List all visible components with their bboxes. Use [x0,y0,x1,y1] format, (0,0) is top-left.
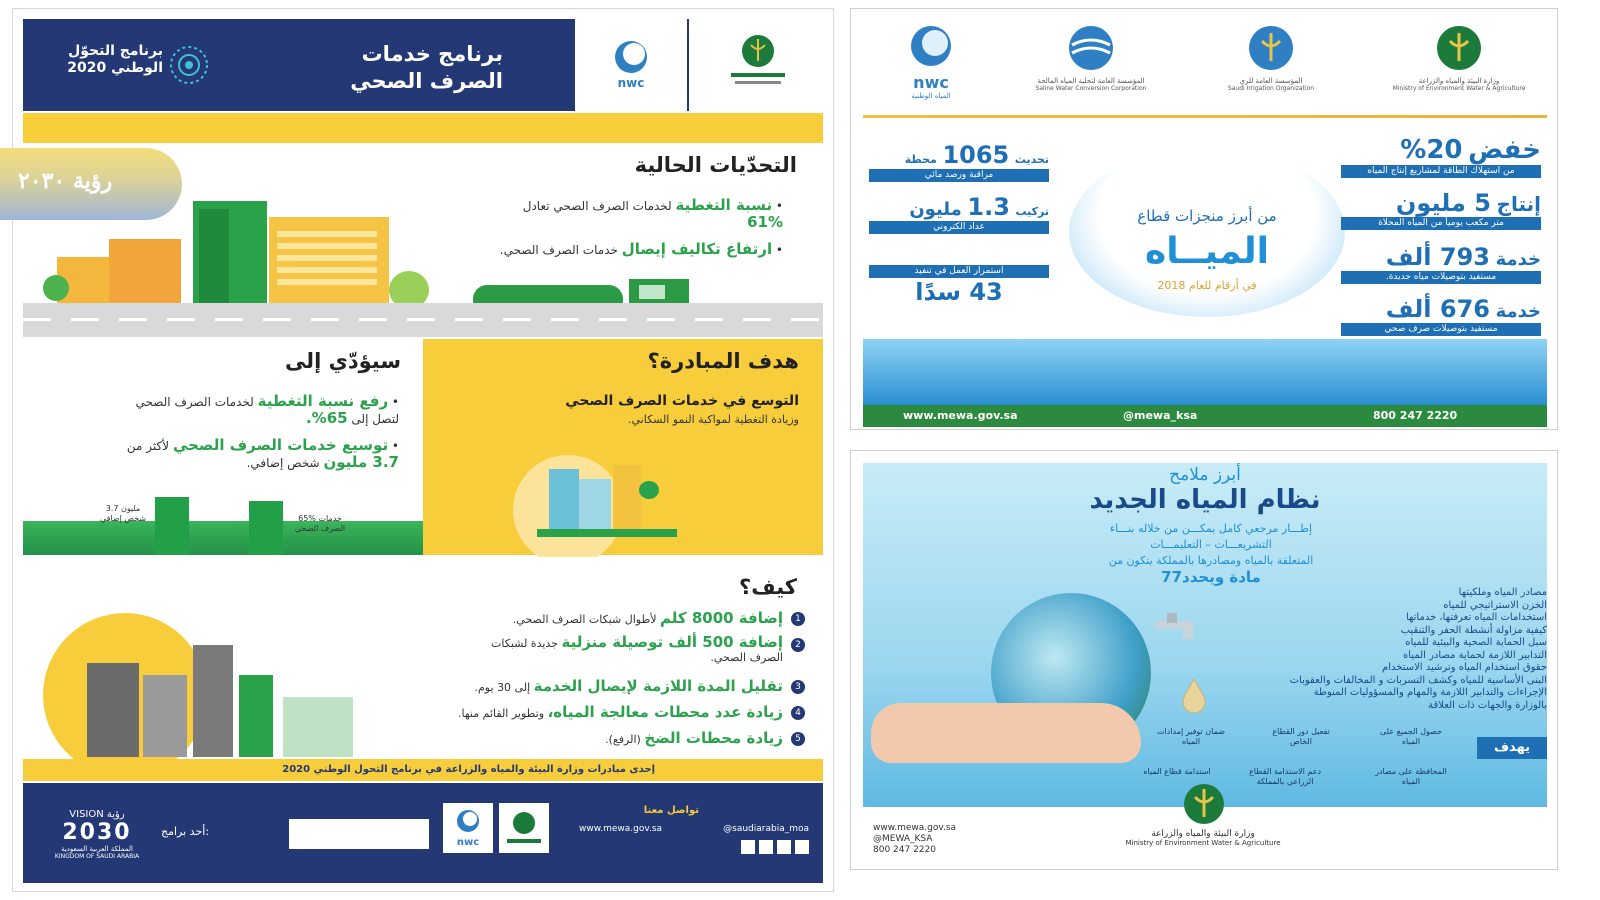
grass-band [23,521,423,555]
how-step [393,729,805,755]
step-bold: إضافة 500 ألف توصيلة منزلية [561,633,783,651]
how-step [393,609,805,635]
goal-sub: وزيادة التغطية لمواكبة النمو السكاني. [627,413,799,426]
law-items-list [1221,587,1547,712]
sio-ar: المؤسسة العامة للري [1239,77,1303,85]
law-item: استخدامات المياه تعرفتها، خدماتها [1405,612,1547,623]
stat-value: 793 ألف [1385,243,1490,271]
center-main-text: الميــاه [1144,231,1270,272]
bar-left-label [93,504,153,524]
youtube-icon[interactable] [795,840,809,854]
intro-1: إطـــار مرجعي كامل يمكـــن من خلاله بنـــاء [1109,522,1313,535]
bar-right [249,501,283,555]
ministry-footer-logo [499,803,549,853]
step-bold: زيادة عدد محطات معالجة المياه، [547,703,783,721]
lead-1-text: لخدمات الصرف الصحي [135,395,254,409]
divider-line [863,115,1547,118]
step-number: 2 [791,638,805,652]
initiative-strip: إحدى مبادرات وزارة البيئة والمياه والزراعة في برنامج التحول الوطني 2020 [23,759,823,781]
ministry-emblem-icon [723,29,793,101]
lead-2-text2: شخص إضافي. [246,456,320,470]
floating-city-illustration [513,451,713,551]
swcc-ar: المؤسسة العامة لتحلية المياه المالحة [1037,77,1145,85]
mewa-en: Ministry of Environment Water & Agriculture [1392,85,1526,92]
law-item: الخزن الاستراتيجي للمياه [1443,599,1547,611]
badge-text: رؤية ٢٠٣٠ [18,168,113,194]
leads-heading: سيؤدّي إلى [284,349,401,373]
stat-bar: عداد الكتروني [869,221,1049,234]
water-wave [863,339,1547,405]
instagram-icon[interactable] [777,840,791,854]
stat-prefix: خفض [1468,135,1541,165]
vision-top: VISION رؤية [69,809,125,820]
ntp-label [45,43,163,77]
challenge-2-label: ارتفاع تكاليف إيصال [621,240,773,258]
stat-stations [869,141,1049,182]
challenge-1: • نسبة التغطية لخدمات الصرف الصحي تعادل 61% [522,196,783,231]
intro-block [1001,521,1421,585]
nwc-logo-icon [601,35,661,95]
ministry-en: Ministry of Environment Water & Agriculture [1125,839,1281,847]
bar-right-label-2: الصرف الصحي [294,524,346,533]
challenge-1-value: 61% [747,213,783,231]
ministry-ar: وزارة البيئة والمياه والزراعة [1151,829,1255,839]
program-title-line-2: الصرف الصحي [350,69,503,93]
law-item: حقوق استخدام المياه وترشيد الاستخدام [1382,662,1547,673]
footer-site[interactable]: www.mewa.gov.sa [873,823,957,833]
stat-bar: استمرار العمل في تنفيذ [869,265,1049,278]
lead-1-label: رفع نسبة التغطية [257,392,389,410]
intro-4: 77مادة ويحدد [1161,568,1261,586]
stat-value: 1065 [942,141,1010,169]
law-item: التدابير اللازمة لحماية مصادر المياه [1403,649,1547,661]
intro-3: المتعلقة بالمياه ومصادرها بالمملكة يتكون من [1108,554,1314,567]
lead-1-text2: لتصل إلى [351,412,399,426]
mewa-logo [1379,23,1539,92]
stat-sewage-connections [1341,295,1541,336]
water-achievements-poster [850,8,1558,430]
lead-2-label: توسيع خدمات الصرف الصحي [172,436,389,454]
factory-illustration [43,605,363,757]
center-top-text: من أبرز منجزات قطاع [1137,207,1277,225]
how-step [393,635,805,677]
stat-meters [869,193,1049,234]
program-title [313,41,503,95]
goal-item: استدامة قطاع المياه [1143,767,1211,776]
poster-2-footer [863,405,1547,427]
stat-prefix: إنتاج [1496,192,1541,216]
vision-en: KINGDOM OF SAUDI ARABIA [54,853,140,860]
law-item: سبل الحماية الصحية والبيئية للمياه [1405,637,1547,648]
title-big: نظام المياه الجديد [1089,485,1321,515]
stat-value: 1.3 [967,193,1010,221]
program-title-line-1: برنامج خدمات [361,42,503,66]
swcc-en: Saline Water Conversion Corporation [1035,85,1147,92]
poster-header [23,19,823,111]
title-small: أبرز ملامح [1169,465,1241,485]
aims-label: يهدف [1477,737,1547,759]
law-item: البنى الأساسية للمياه وكشف التسربات و المخالفات والعقوبات [1289,674,1547,686]
challenge-1-label: نسبة التغطية [675,196,773,214]
contact-site[interactable]: www.mewa.gov.sa [579,824,663,834]
goal-item: ضمان توفير إمدادات المياه [1156,727,1226,746]
goal-item: المحافظة على مصادر المياه [1375,767,1447,786]
challenge-2: • ارتفاع تكاليف إيصال خدمات الصرف الصحي. [499,240,783,258]
step-number: 3 [791,680,805,694]
stat-energy [1341,135,1541,178]
water-law-poster [850,450,1558,870]
stat-water-connections [1341,243,1541,284]
step-text-2: الصرف الصحي. [710,651,783,664]
footer-handle[interactable]: @mewa_ksa [1123,409,1198,422]
stat-bar: مستفيد بتوصيلات مياه جديدة. [1341,271,1541,284]
goal-item: حصول الجميع على المياه [1379,727,1443,746]
how-heading: كيف؟ [739,575,797,599]
ntp-line-1: برنامج التحوّل [68,43,163,59]
stat-production [1341,189,1541,230]
lead-2-value: 3.7 مليون [323,453,399,471]
ministry-label [1113,829,1293,847]
stat-bar: مراقبة ورصد مائي [869,169,1049,182]
stat-bar: مستفيد بتوصيلات صرف صحي [1341,323,1541,336]
nwc-footer-text: nwc [456,837,480,848]
stat-suffix: محطة [904,153,937,166]
vision-2030-badge [0,148,182,220]
stat-prefix: خدمة [1495,249,1541,270]
road-markings [23,318,823,321]
lead-1: • رفع نسبة التغطية لخدمات الصرف الصحي لتصل إلى 65%. [135,392,399,427]
poster-3-contacts [873,823,956,856]
svg-text:nwc: nwc [617,76,645,90]
step-number: 1 [791,612,805,626]
program-of-label: أحد برامج: [161,825,210,838]
stat-suffix: مليون [909,199,962,220]
bar-right-label-1: 65% خدمات [298,514,342,523]
stat-prefix: خدمة [1495,301,1541,322]
goal-item: دعم الاستدامة القطاع الزراعي بالمملكة [1248,767,1322,786]
law-item: كيفية مزاولة أنشطة الحفر والتنقيب [1400,624,1547,636]
law-item: مصادر المياه وملكيتها [1458,587,1547,598]
step-text: (الرفع). [605,733,641,746]
step-bold: تقليل المدة اللازمة لإيصال الخدمة [533,677,783,695]
step-text: وتطوير القائم منها. [458,707,545,720]
nwc-footer-logo [443,803,493,853]
step-text: إلى 30 يوم. [474,681,531,694]
contact-block [579,805,809,854]
swcc-logo [1021,23,1161,92]
sio-logo [1211,23,1331,92]
vision-2030-logo [47,809,147,860]
tap-icon [1153,611,1201,641]
law-item: بالوزارة والجهات ذات العلاقة [1428,699,1547,711]
stat-value: 676 ألف [1385,295,1490,323]
vision-year: 2030 [62,820,132,845]
partner-logos-strip [289,819,429,849]
bar-left-label-2: شخص إضافي [99,514,147,523]
footer-handle[interactable]: @MEWA_KSA [873,834,933,844]
how-step [393,703,805,729]
bar-left-label-1: 3.7 مليون [105,504,141,513]
mewa-emblem-icon [1181,781,1227,827]
challenge-1-text: لخدمات الصرف الصحي تعادل [522,199,672,213]
facebook-icon[interactable] [759,840,773,854]
stat-value: 5 مليون [1395,189,1491,217]
contact-heading: تواصل معنا [643,805,699,816]
bar-left [155,497,189,555]
bar-right-label [285,514,355,534]
step-number: 5 [791,732,805,746]
footer-phone[interactable]: 800 247 2220 [1373,409,1458,422]
yellow-band [23,113,823,143]
center-sub-text: في أرقام للعام 2018 [1157,279,1257,292]
step-text: جديدة لشبكات [491,637,558,650]
ntp-emblem-icon [165,41,213,89]
water-drop-icon [1181,677,1207,713]
ntp-line-2: الوطني 2020 [67,60,163,76]
stat-value: 20% [1400,135,1463,165]
how-steps-list [393,609,805,755]
sio-en: Saudi Irrigation Organization [1227,85,1315,92]
stat-value: 43 سدًا [915,278,1003,306]
header-logos-panel [575,19,823,111]
goal-heading: هدف المبادرة؟ [647,349,799,373]
footer-site[interactable]: www.mewa.gov.sa [903,409,1018,422]
stat-prefix: تركيب [1015,205,1049,218]
lead-1-value: 65%. [305,409,348,427]
nwc-logo-sub: المياه الوطنية [911,92,951,100]
hand-illustration [871,703,1141,763]
challenges-heading: التحدّيات الحالية [634,153,797,177]
step-number: 4 [791,706,805,720]
stat-bar: متر مكعب يومياً من المياه المحلاة [1341,217,1541,230]
lead-2-text: لأكثر من [126,439,170,453]
nwc-logo-text: nwc [913,73,949,92]
footer-phone[interactable]: 800 247 2220 [873,845,936,855]
sewage-program-poster [12,8,834,892]
stat-prefix: تحديث [1014,153,1049,166]
lead-2: • توسيع خدمات الصرف الصحي لأكثر من 3.7 مليون شخص إضافي. [126,436,399,471]
poster-footer [23,783,823,883]
step-text: لأطوال شبكات الصرف الصحي. [512,613,657,626]
contact-handle[interactable]: @saudiarabia_moa [723,824,809,834]
challenge-2-text: خدمات الصرف الصحي. [499,243,618,257]
how-step [393,677,805,703]
nwc-logo [891,23,971,103]
vision-sub: المملكة العربية السعودية [61,845,133,853]
goal-main: التوسع في خدمات الصرف الصحي [565,393,799,409]
intro-2: التشريعـــات – التعليمـــات [1150,538,1272,551]
stat-dams [869,265,1049,306]
goal-item: تفعيل دور القطاع الخاص [1272,727,1330,746]
stat-bar: من استهلاك الطاقة لمشاريع إنتاج المياه [1341,165,1541,178]
mewa-ar: وزارة البيئة والمياه والزراعة [1418,77,1500,85]
step-bold: زيادة محطات الضخ [644,729,783,747]
step-bold: إضافة 8000 كلم [659,609,783,627]
law-item: الإجراءات والتدابير اللازمة والمهام والمسؤوليات المنوطة [1313,687,1547,698]
twitter-icon[interactable] [741,840,755,854]
